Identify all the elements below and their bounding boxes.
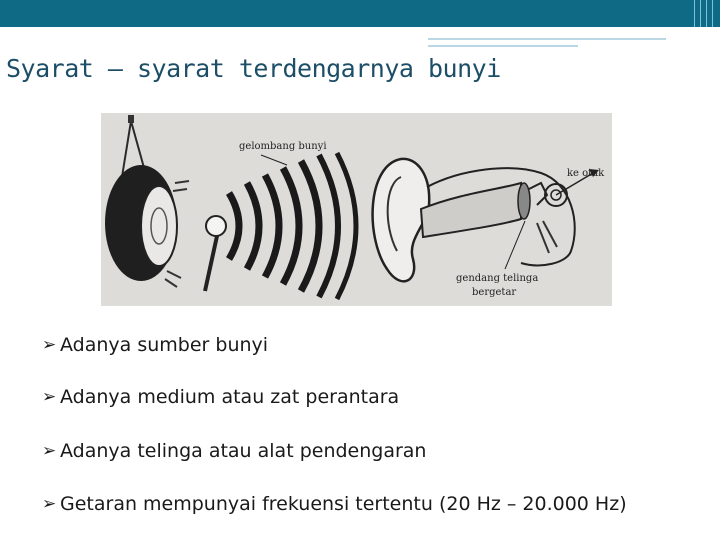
header-rule (428, 45, 578, 47)
ear-canal (421, 183, 521, 237)
label-eardrum-vibrates: bergetar (472, 287, 517, 298)
page-title: Syarat – syarat terdengarnya bunyi (6, 54, 501, 83)
header-stripe (700, 0, 701, 27)
header-stripe (694, 0, 695, 27)
list-item (42, 331, 268, 359)
sound-diagram (101, 113, 612, 306)
vibration-marks (165, 271, 181, 287)
arrow-bullet-icon: ➢ (42, 335, 57, 355)
mallet-handle (205, 236, 217, 291)
leader-line (505, 221, 525, 269)
list-item (42, 437, 426, 465)
mallet-head (206, 216, 226, 236)
header-bar (0, 0, 720, 27)
drum-face (141, 186, 177, 266)
label-to-brain: ke otak (567, 168, 605, 179)
list-item-text: Getaran mempunyai frekuensi tertentu (20 Hz – 20.000 Hz) (60, 493, 627, 515)
list-item (42, 490, 627, 518)
arrow-bullet-icon: ➢ (42, 441, 57, 461)
sound-diagram-svg (101, 113, 612, 306)
list-item-text: Adanya medium atau zat perantara (60, 386, 400, 408)
vibration-marks (173, 181, 189, 191)
header-stripe (712, 0, 713, 27)
label-sound-wave: gelombang bunyi (239, 141, 327, 152)
arrow-bullet-icon: ➢ (42, 494, 57, 514)
list-item-text: Adanya telinga atau alat pendengaran (60, 440, 427, 462)
eardrum-icon (518, 183, 530, 219)
stand-hook (128, 115, 134, 123)
header-rule (428, 38, 666, 40)
list-item-text: Adanya sumber bunyi (60, 334, 269, 356)
eustachian-tube (537, 221, 557, 253)
header-stripe (706, 0, 707, 27)
sound-wave-icon (229, 153, 356, 299)
label-eardrum: gendang telinga (456, 273, 539, 284)
list-item (42, 383, 399, 411)
leader-line (261, 155, 287, 165)
arrow-bullet-icon: ➢ (42, 387, 57, 407)
